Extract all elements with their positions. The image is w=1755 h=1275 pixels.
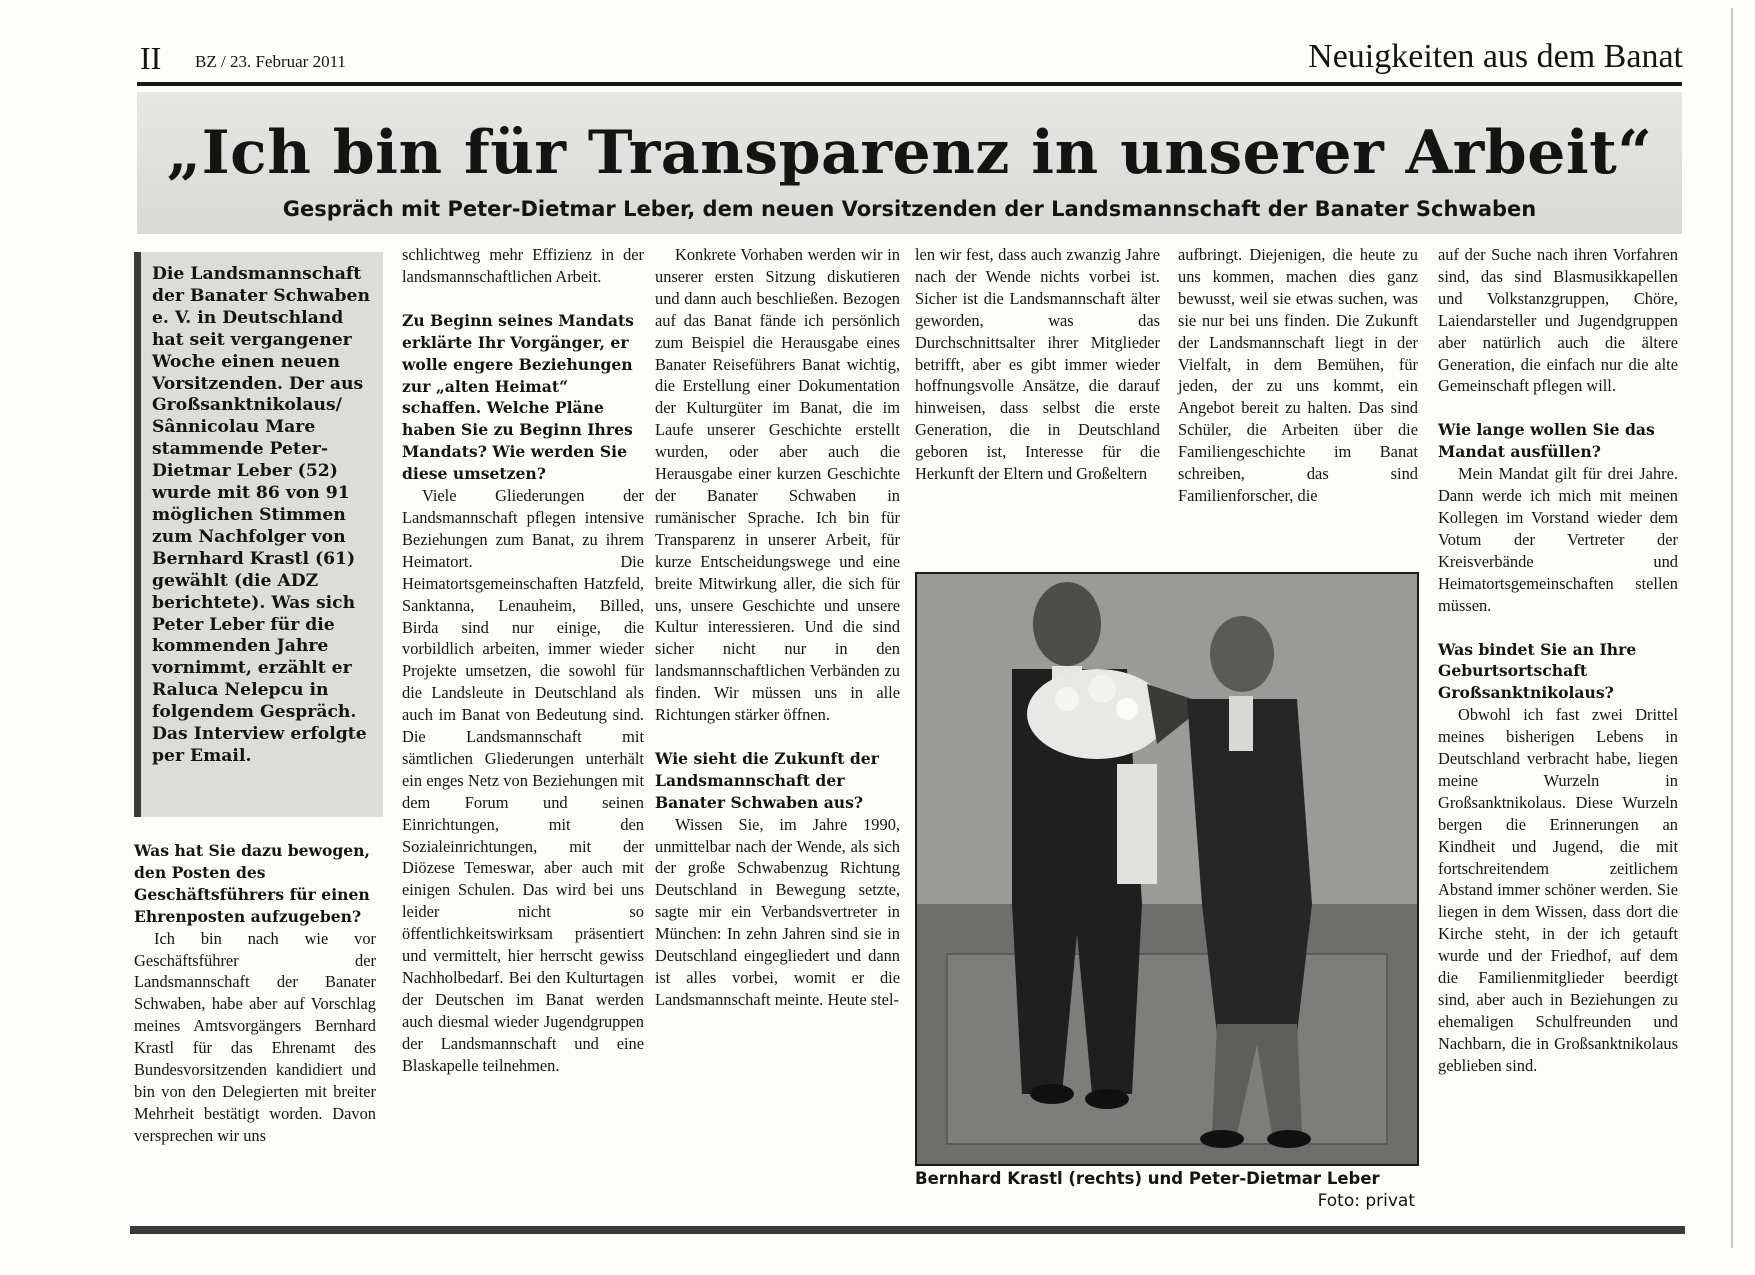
bottom-rule: [130, 1226, 1685, 1234]
question-2: Zu Beginn seines Mandats erklärte Ihr Vorgänger, er wolle engere Beziehungen zur „alten Heimat“ schaffen. Welche Pläne haben Sie zu Beginn Ihres Mandats? Wie werden Sie diese umsetzen?: [402, 310, 634, 484]
answer-1: Ich bin nach wie vor Geschäftsführer der Landsmannschaft der Banater Schwaben, habe aber auf Vorschlag meines Amtsvorgängers Bernhard Krastl für das Ehrenamt des Bundesvorsitzenden kandidiert und bin von den Delegierten mit breiter Mehrheit bestätigt worden. Davon versprechen wir uns: [134, 928, 376, 1145]
intro-text: Die Landsmannschaft der Banater Schwaben e. V. in Deutschland hat seit vergangener Woche einen neuen Vorsitzenden. Der aus Großsanktnikolaus/ Sânnicolau Mare stammende Peter-Dietmar Leber (52) wurde mit 86 von 91 möglichen Stimmen zum Nachfolger von Bernhard Krastl (61) gewählt (die ADZ berichtete). Was sich Peter Leber für die kommenden Jahre vornimmt, erzählt er Raluca Nelepcu in folgendem Gespräch. Das Interview erfolgte per Email.: [152, 264, 370, 766]
page-edge: [1731, 8, 1733, 1248]
answer-1-continued: schlichtweg mehr Effizienz in der landsmannschaftlichen Arbeit.: [402, 245, 644, 286]
headline: „Ich bin für Transparenz in unserer Arbeit“: [166, 118, 1653, 188]
column-2: [402, 244, 644, 1077]
answer-3-continued-3: auf der Suche nach ihren Vorfahren sind, das sind Blasmusikkapellen und Volkstanzgruppen, Chöre, Laiendarsteller und Jugendgruppen aber natürlich auch die ältere Generation, die einfach nur die alte Gemeinschaft pflegen will.: [1438, 245, 1678, 396]
photo-credit: Foto: privat: [1317, 1191, 1415, 1211]
answer-3: Wissen Sie, im Jahre 1990, unmittelbar nach der Wende, als sich der große Schwabenzug Richtung Deutschland in Bewegung setzte, sagte mir ein Verbandsvertreter in München: In zehn Jahren sind sie in Deutschland eingegliedert und dann ist alles vorbei, womit er die Landsmannschaft meinte. Heute stel-: [655, 814, 900, 1009]
answer-3-continued-2: aufbringt. Diejenigen, die heute zu uns kommen, machen dies ganz bewusst, weil sie etwas suchen, was sie nur bei uns finden. Die Zukunft der Landsmannschaft liegt in der Vielfalt, in dem Bemühen, für jeden, der zu uns kommt, ein Angebot bereit zu halten. Das sind Schüler, die Arbeiten über die Familiengeschichte im Banat schreiben, das sind Familienforscher, die: [1178, 245, 1418, 505]
answer-3-continued: len wir fest, dass auch zwanzig Jahre nach der Wende nichts vorbei ist. Sicher ist die Landsmannschaft älter geworden, was das Durchschnittsalter ihrer Mitglieder betrifft, aber es gibt immer wieder hoffnungsvolle Ansätze, die darauf hinweisen, dass selbst die erste Generation, die in Deutschland geboren ist, Interesse für die Herkunft der Eltern und Großeltern: [915, 245, 1160, 484]
question-4: Wie lange wollen Sie das Mandat ausfüllen?: [1438, 420, 1655, 462]
column-3: [655, 244, 900, 1011]
answer-2-continued: Konkrete Vorhaben werden wir in unserer ersten Sitzung diskutieren und dann auch beschließen. Bezogen auf das Banat fände ich persönlich zum Beispiel die Herausgabe eines Banater Reiseführers Banat wichtig, die Erstellung einer Dokumentation der Kulturgüter im Banat, die im Laufe unserer Geschichte erstellt wurden, oder aber auch die Herausgabe einer kurzen Geschichte der Banater Schwaben in rumänischer Sprache. Ich bin für Transparenz in unserer Arbeit, für kurze Entscheidungswege und eine breite Mitwirkung aller, die sich für uns, unsere Geschichte und unsere Kultur interessieren. Und die sind sicher nicht nur in den landsmannschaftlichen Verbänden zu finden. Wir müssen uns in alle Richtungen stärker öffnen.: [655, 245, 900, 725]
question-3: Wie sieht die Zukunft der Landsmannschaft der Banater Schwaben aus?: [655, 748, 879, 812]
column-4: [915, 244, 1160, 485]
answer-2: Viele Gliederungen der Landsmannschaft pflegen intensive Beziehungen zum Banat, zu ihrem Heimatort. Die Heimatortsgemeinschaften Hatzfeld, Sanktanna, Lenauheim, Billed, Birda sind nur einige, die vorbildlich arbeiten, immer wieder Projekte umsetzen, die sowohl für die Landsleute in Deutschland als auch im Banat von Bedeutung sind. Die Landsmannschaft mit sämtlichen Gliederungen unterhält ein enges Netz von Beziehungen mit dem Forum und seinen Einrichtungen, mit den Sozialeinrichtungen, mit der Diözese Temeswar, aber auch mit einigen Schulen. Das wird bei uns leider nicht so öffentlichkeitswirksam präsentiert und vermittelt, hier herrscht gewiss Nachholbedarf. Bei den Kulturtagen der Deutschen im Banat werden auch diesmal wieder Jugendgruppen der Landsmannschaft und eine Blaskapelle teilnehmen.: [402, 486, 644, 1075]
question-1: Was hat Sie dazu bewogen, den Posten des Geschäftsführers für einen Ehrenposten aufzugeben?: [134, 841, 370, 926]
article-photo: [915, 572, 1419, 1166]
column-5: [1178, 244, 1418, 507]
question-5: Was bindet Sie an Ihre Geburtsortschaft Großsanktnikolaus?: [1438, 639, 1637, 703]
answer-4: Mein Mandat gilt für drei Jahre. Dann werde ich mich mit meinen Kollegen im Vorstand wieder dem Votum der Vertreter der Kreisverbände und Heimatortsgemeinschaften stellen müssen.: [1438, 464, 1678, 615]
answer-5: Obwohl ich fast zwei Drittel meines bisherigen Lebens in Deutschland verbracht habe, liegen meine Wurzeln in Großsanktnikolaus. Diese Wurzeln bergen die Erinnerungen an Kindheit und Jugend, die mit fortschreitendem zeitlichem Abstand immer schöner werden. Sie liegen in dem Wissen, dass dort die Kirche steht, in der ich getauft wurde und der Friedhof, auf dem die Familienmitglieder beerdigt sind, aber auch in Beziehungen zu ehemaligen Schulfreunden und Nachbarn, die in Großsanktnikolaus geblieben sind.: [1438, 705, 1678, 1075]
page-number: II: [140, 40, 162, 76]
photo-illustration: [917, 574, 1417, 1164]
header-rule: [137, 82, 1682, 86]
column-6: [1438, 244, 1678, 1077]
column-1: [134, 840, 376, 1147]
subheadline: Gespräch mit Peter-Dietmar Leber, dem neuen Vorsitzenden der Landsmannschaft der Banater Schwaben: [282, 197, 1537, 221]
issue-date: BZ / 23. Februar 2011: [195, 52, 346, 71]
photo-caption: Bernhard Krastl (rechts) und Peter-Dietmar Leber: [915, 1169, 1380, 1188]
section-title: Neuigkeiten aus dem Banat: [1308, 38, 1683, 75]
